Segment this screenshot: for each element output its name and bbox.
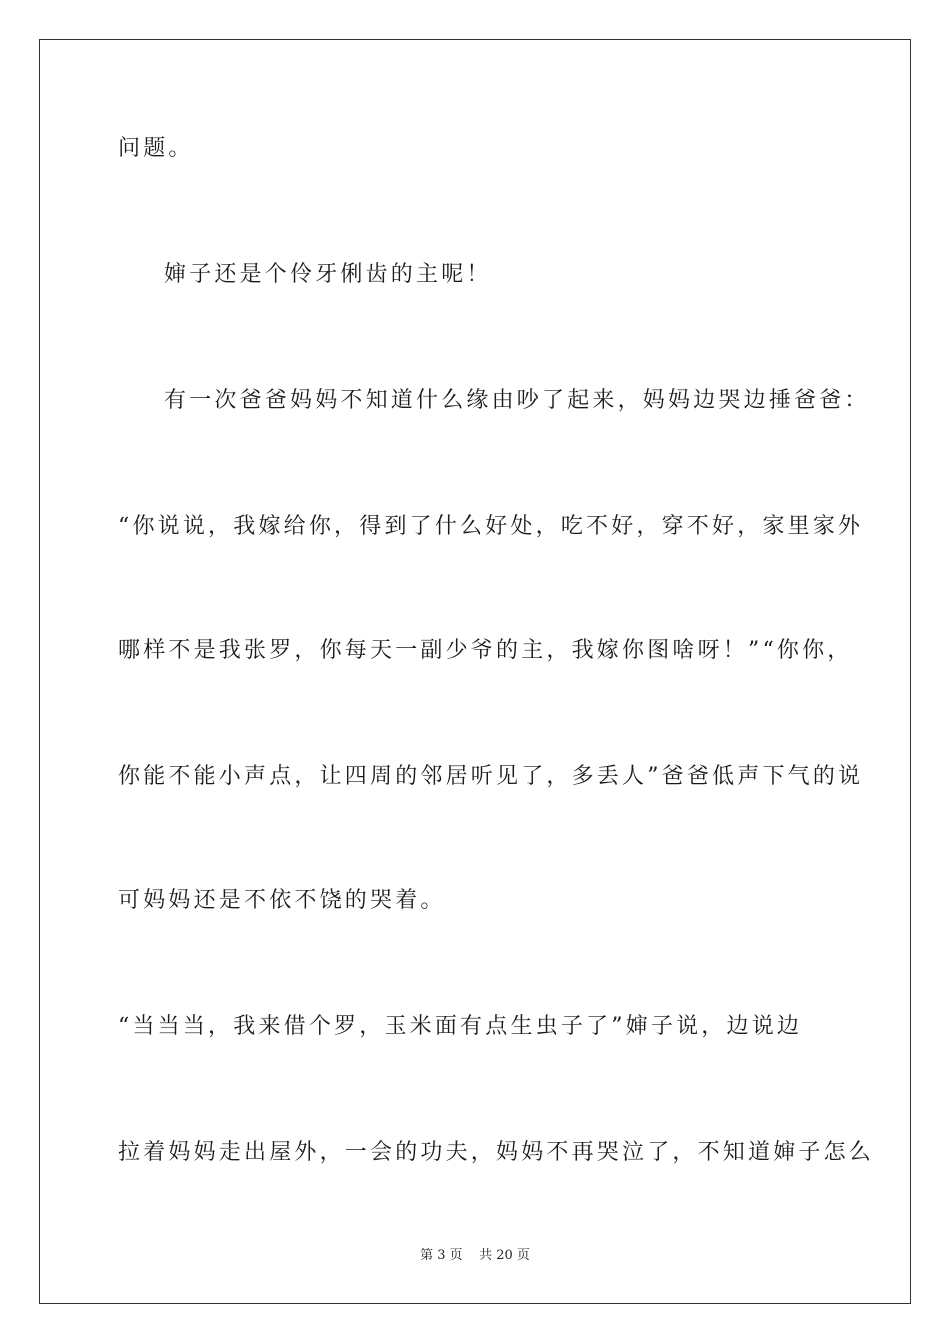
text-line-8: “当当当，我来借个罗，玉米面有点生虫子了”婶子说，边说边 xyxy=(118,1014,803,1039)
text-line-7: 可妈妈还是不依不饶的哭着。 xyxy=(118,888,446,913)
text-line-3: 有一次爸爸妈妈不知道什么缘由吵了起来，妈妈边哭边捶爸爸： xyxy=(164,388,870,413)
page-border xyxy=(39,39,911,1304)
page-number-footer: 第 3 页 共 20 页 xyxy=(420,1248,530,1263)
text-line-1: 问题。 xyxy=(118,136,194,161)
text-line-4: “你说说，我嫁给你，得到了什么好处，吃不好，穿不好，家里家外 xyxy=(118,514,864,539)
text-line-9: 拉着妈妈走出屋外，一会的功夫，妈妈不再哭泣了，不知道婶子怎么 xyxy=(118,1140,875,1165)
text-line-6: 你能不能小声点，让四周的邻居听见了，多丢人”爸爸低声下气的说 xyxy=(118,764,864,789)
text-line-2: 婶子还是个伶牙俐齿的主呢！ xyxy=(164,262,492,287)
text-line-5: 哪样不是我张罗，你每天一副少爷的主，我嫁你图啥呀！”“你你， xyxy=(118,638,853,663)
